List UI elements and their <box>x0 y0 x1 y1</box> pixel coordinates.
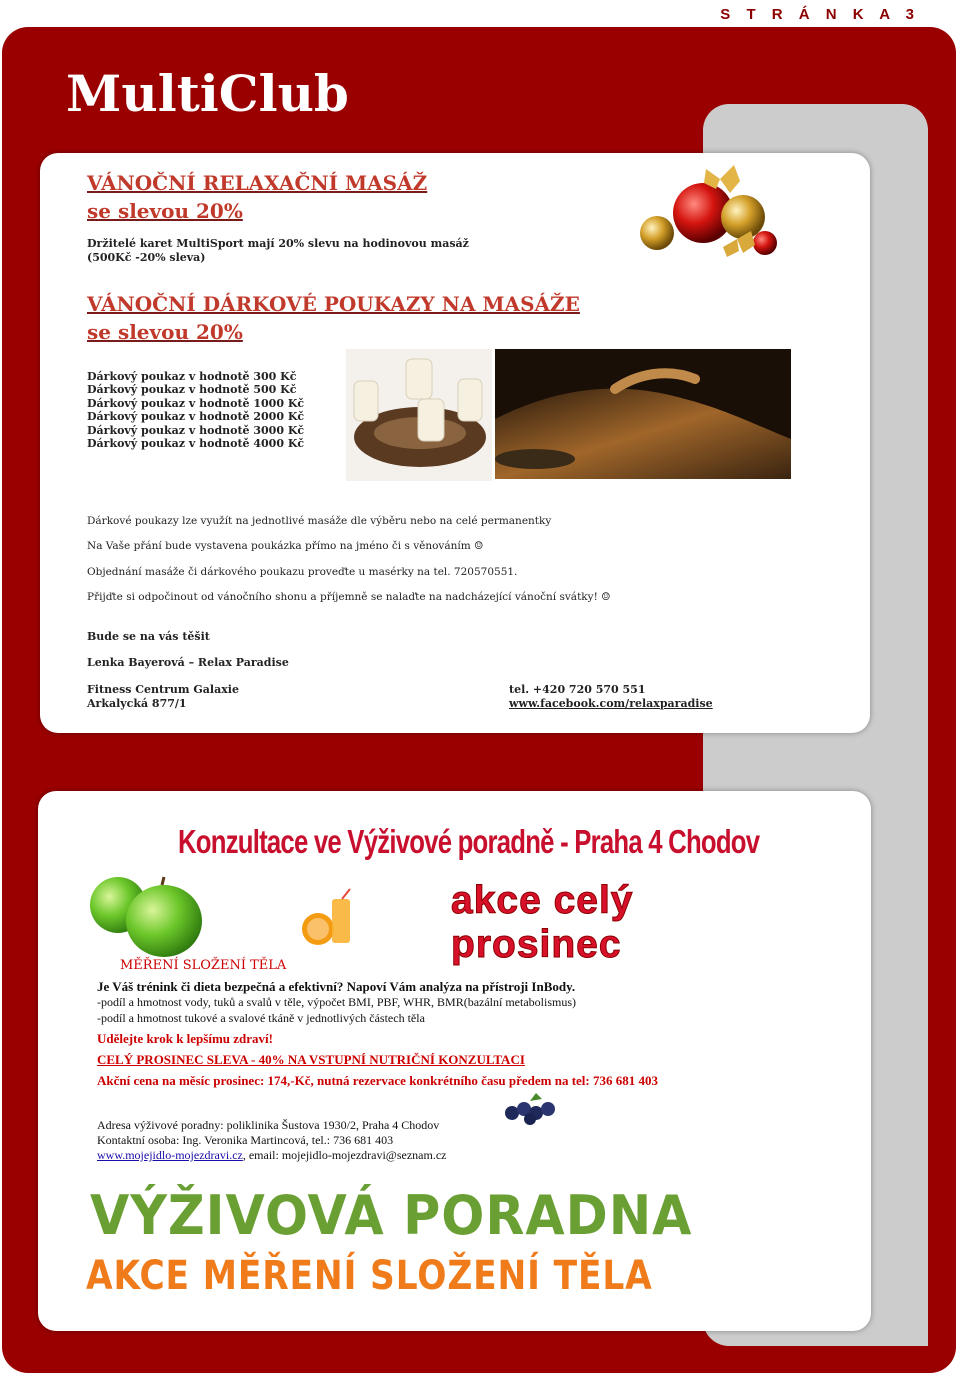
massage-facebook-link[interactable]: www.facebook.com/relaxparadise <box>509 697 713 710</box>
nutrition-call-to-action: Udělejte krok k lepšímu zdraví! <box>97 1031 273 1046</box>
green-apples-image <box>88 873 208 958</box>
promo-text-2: prosinec <box>451 923 622 966</box>
massage-signature: Lenka Bayerová – Relax Paradise <box>87 656 289 669</box>
massage-info-1: Dárkové poukazy lze využít na jednotlivé masáže dle výběru nebo na celé permanentky <box>87 515 552 527</box>
voucher-item: Dárkový poukaz v hodnotě 300 Kč <box>87 370 297 383</box>
orange-juice-image <box>294 887 358 949</box>
nutrition-bullet-2: -podíl a hmotnost tukové a svalové tkáně v jednotlivých částech těla <box>97 1011 425 1025</box>
massage-closing: Bude se na vás těšit <box>87 630 210 643</box>
nutrition-address: Adresa výživové poradny: poliklinika Šustova 1930/2, Praha 4 Chodov <box>97 1118 440 1132</box>
massage-heading-2: VÁNOČNÍ DÁRKOVÉ POUKAZY NA MASÁŽE <box>87 292 580 316</box>
voucher-item: Dárkový poukaz v hodnotě 1000 Kč <box>87 396 305 410</box>
nutrition-question: Je Váš trénink či dieta bezpečná a efektivní? Napoví Vám analýza na přístroji InBody. <box>97 979 576 994</box>
christmas-ornaments-image <box>625 161 785 271</box>
nutrition-email: , email: mojejidlo-mojezdravi@seznam.cz <box>242 1148 447 1162</box>
massage-heading-1: VÁNOČNÍ RELAXAČNÍ MASÁŽ <box>87 171 428 195</box>
voucher-item: Dárkový poukaz v hodnotě 4000 Kč <box>87 437 305 451</box>
voucher-item: Dárkový poukaz v hodnotě 500 Kč <box>87 383 297 397</box>
voucher-item: Dárkový poukaz v hodnotě 2000 Kč <box>87 410 305 424</box>
voucher-list <box>87 370 304 450</box>
nutrition-discount: CELÝ PROSINEC SLEVA - 40% NA VSTUPNÍ NUTRIČNÍ KONZULTACI <box>97 1052 525 1067</box>
blueberries-image <box>500 1091 564 1127</box>
massage-photo <box>495 349 791 479</box>
candle-wreath-image <box>346 349 492 481</box>
massage-flyer <box>40 153 870 733</box>
massage-intro-2: (500Kč -20% sleva) <box>87 251 206 264</box>
voucher-item: Dárkový poukaz v hodnotě 3000 Kč <box>87 423 305 437</box>
nutrition-price: Akční cena na měsíc prosinec: 174,-Kč, nutná rezervace konkrétního času předem na tel: 736 681 403 <box>97 1073 658 1088</box>
massage-phone: tel. +420 720 570 551 <box>509 683 646 696</box>
massage-heading-2-discount: se slevou 20% <box>87 320 243 344</box>
nutrition-web-line <box>97 1148 447 1163</box>
nutrition-web-link[interactable]: www.mojejidlo-mojezdravi.cz <box>97 1148 243 1162</box>
promo-text-1: akce celý <box>451 879 634 922</box>
massage-info-3: Objednání masáže či dárkového poukazu proveďte u masérky na tel. 720570551. <box>87 566 518 578</box>
massage-info-2: Na Vaše přání bude vystavena poukázka přímo na jméno či s věnováním ☺ <box>87 540 484 552</box>
nutrition-contact: Kontaktní osoba: Ing. Veronika Martincová, tel.: 736 681 403 <box>97 1133 394 1147</box>
massage-info-4: Přijďte si odpočinout od vánočního shonu a příjemně se nalaďte na nadcházející vánoční svátky! ☺ <box>87 591 611 603</box>
page-title: MultiClub <box>66 64 349 123</box>
nutrition-flyer <box>38 791 871 1331</box>
nutrition-title: Konzultace ve Výživové poradně - Praha 4 Chodov <box>178 823 760 860</box>
massage-heading-1-discount: se slevou 20% <box>87 199 243 223</box>
nutrition-banner-green: VÝŽIVOVÁ PORADNA <box>90 1184 693 1247</box>
page-number-label: S T R Á N K A 3 <box>720 6 920 23</box>
nutrition-banner-orange: AKCE MĚŘENÍ SLOŽENÍ TĚLA <box>86 1253 653 1299</box>
massage-address-1: Fitness Centrum Galaxie <box>87 683 239 696</box>
nutrition-bullet-1: -podíl a hmotnost vody, tuků a svalů v těle, výpočet BMI, PBF, WHR, BMR(bazální metabolismus) <box>97 995 576 1009</box>
nutrition-subheading: MĚŘENÍ SLOŽENÍ TĚLA <box>120 958 287 973</box>
massage-intro-1: Držitelé karet MultiSport mají 20% slevu na hodinovou masáž <box>87 237 469 250</box>
massage-address-2: Arkalycká 877/1 <box>87 697 187 710</box>
